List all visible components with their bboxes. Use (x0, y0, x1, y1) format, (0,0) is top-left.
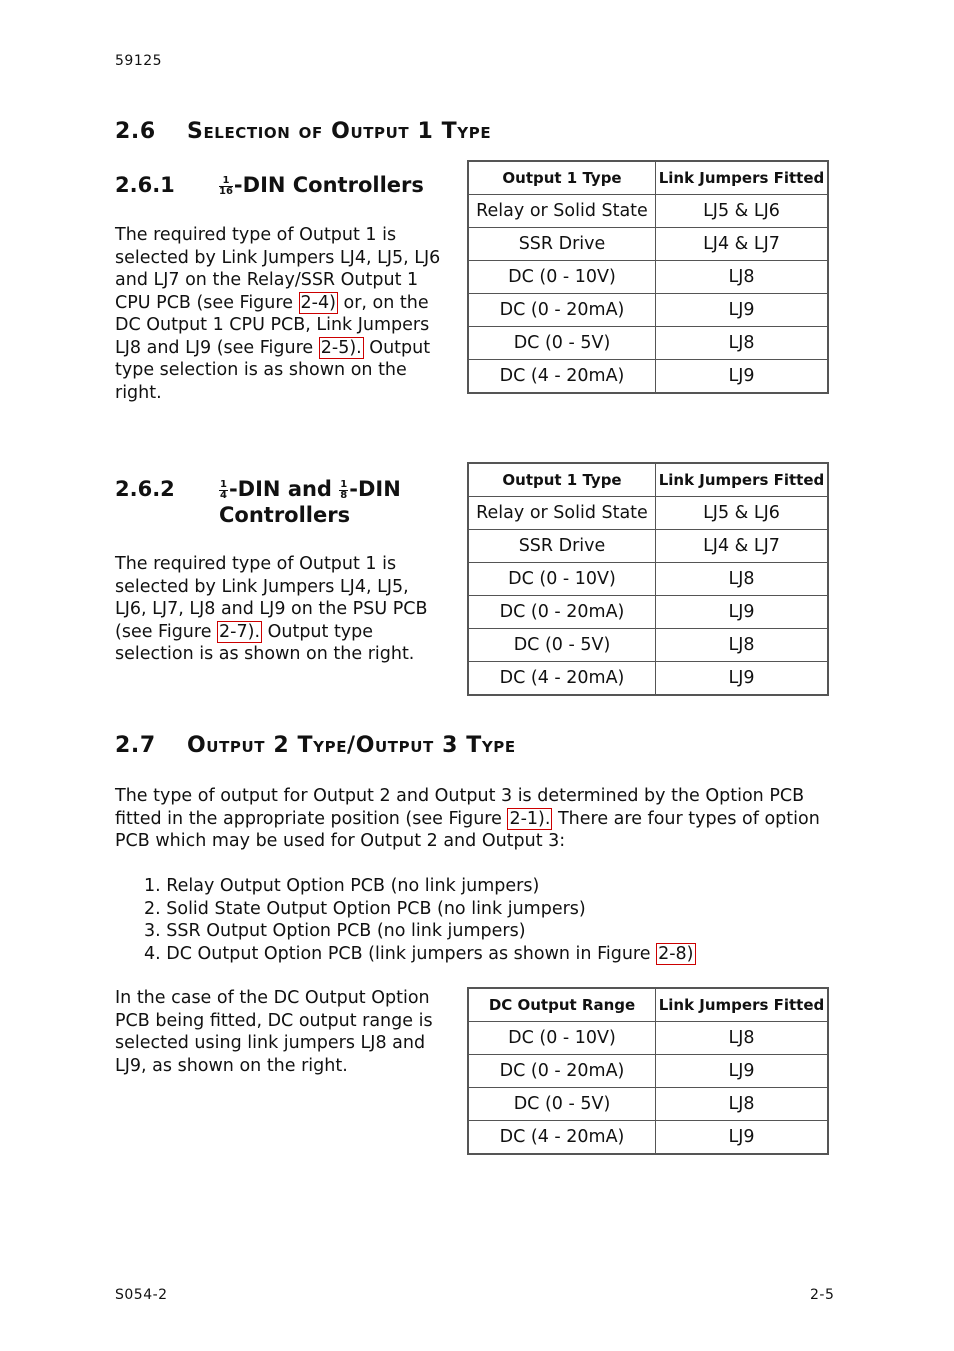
table-cell: DC (0 - 5V) (468, 629, 656, 662)
table-cell: LJ4 & LJ7 (656, 228, 829, 261)
table-cell: LJ5 & LJ6 (656, 195, 829, 228)
figure-link-2-4[interactable]: 2-4) (300, 292, 336, 313)
table-row (468, 294, 828, 327)
table-cell: DC (0 - 10V) (468, 261, 656, 294)
table-cell: LJ9 (656, 1055, 829, 1088)
table-row (468, 662, 828, 696)
column-header: Link Jumpers Fitted (656, 463, 829, 497)
section-title: Selection of Output 1 Type (187, 119, 492, 144)
output1-type-table-sixteenth-din (467, 160, 829, 394)
table-cell: LJ9 (656, 294, 829, 327)
table-cell: DC (0 - 10V) (468, 1022, 656, 1055)
output1-type-table-quarter-eighth-din (467, 462, 829, 696)
table-row (468, 327, 828, 360)
dc-output-range-table (467, 987, 829, 1155)
table-cell: LJ8 (656, 629, 829, 662)
section-number: 2.6 (115, 119, 156, 144)
section-2-6-2-paragraph: The required type of Output 1 is selected by Link Jumpers LJ4, LJ5, LJ6, LJ7, LJ8 and LJ9 on the PSU PCB (see Figure 2-7). Output type selection is as shown on the right. (115, 554, 428, 664)
table-row (468, 530, 828, 563)
document-number: 59125 (115, 53, 163, 69)
figure-link-2-8[interactable]: 2-8) (658, 943, 694, 964)
subsection-title-line2: Controllers (219, 503, 351, 527)
table-cell: DC (4 - 20mA) (468, 1121, 656, 1155)
table-cell: LJ8 (656, 1088, 829, 1121)
list-item: 2. Solid State Output Option PCB (no link jumpers) (144, 898, 586, 919)
table-cell: Relay or Solid State (468, 497, 656, 530)
fraction-one-sixteenth: $\frac{1}{16}$ (219, 174, 233, 197)
table-cell: DC (0 - 10V) (468, 563, 656, 596)
column-header: Output 1 Type (468, 463, 656, 497)
table-cell: SSR Drive (468, 228, 656, 261)
table-header-row (468, 988, 828, 1022)
table-cell: LJ4 & LJ7 (656, 530, 829, 563)
dc-output-paragraph: In the case of the DC Output Option PCB being fitted, DC output range is selected using link jumpers LJ8 and LJ9, as shown on the right. (115, 988, 433, 1076)
fraction-one-eighth: $\frac{1}{8}$ (340, 478, 348, 501)
table-cell: DC (4 - 20mA) (468, 360, 656, 394)
table-cell: DC (4 - 20mA) (468, 662, 656, 696)
subsection-number: 2.6.2 (115, 477, 175, 501)
option-pcb-list (144, 875, 696, 965)
table-cell: SSR Drive (468, 530, 656, 563)
subsection-number: 2.6.1 (115, 173, 175, 197)
table-header-row (468, 161, 828, 195)
table-row (468, 1055, 828, 1088)
page-number: 2-5 (810, 1287, 835, 1303)
subsection-title-part: -DIN (349, 477, 401, 501)
table-row (468, 261, 828, 294)
fraction-one-quarter: $\frac{1}{4}$ (220, 478, 227, 501)
table-cell: LJ8 (656, 563, 829, 596)
table-cell: LJ8 (656, 327, 829, 360)
table-cell: DC (0 - 20mA) (468, 294, 656, 327)
table-cell: LJ8 (656, 261, 829, 294)
footer-doc-code: S054-2 (115, 1287, 168, 1303)
section-2-7-paragraph: The type of output for Output 2 and Output 3 is determined by the Option PCB fitted in the appropriate position (see Figure 2-1). There are four types of option PCB which may be used for Output 2 and Output 3: (115, 786, 820, 851)
section-2-6-2-heading (115, 476, 401, 528)
table-cell: DC (0 - 20mA) (468, 596, 656, 629)
section-2-6-heading (115, 119, 491, 144)
figure-link-2-5[interactable]: 2-5). (320, 337, 362, 358)
table-row (468, 1088, 828, 1121)
table-cell: LJ8 (656, 1022, 829, 1055)
section-2-6-1-paragraph: The required type of Output 1 is selected by Link Jumpers LJ4, LJ5, LJ6 and LJ7 on the Relay/SSR Output 1 CPU PCB (see Figure 2-4) or, on the DC Output 1 CPU PCB, Link Jumpers LJ8 and LJ9 (see Figure 2-5). Output type selection is as shown on the right. (115, 225, 441, 403)
figure-link-2-1[interactable]: 2-1). (509, 808, 551, 829)
table-cell: LJ9 (656, 662, 829, 696)
table-cell: LJ9 (656, 360, 829, 394)
list-item: 1. Relay Output Option PCB (no link jumpers) (144, 876, 540, 896)
column-header: DC Output Range (468, 988, 656, 1022)
table-cell: DC (0 - 20mA) (468, 1055, 656, 1088)
table-cell: LJ5 & LJ6 (656, 497, 829, 530)
table-row (468, 563, 828, 596)
table-cell: LJ9 (656, 596, 829, 629)
section-2-6-1-heading (115, 172, 424, 198)
table-cell: DC (0 - 5V) (468, 1088, 656, 1121)
column-header: Output 1 Type (468, 161, 656, 195)
table-row (468, 629, 828, 662)
table-row (468, 497, 828, 530)
table-cell: DC (0 - 5V) (468, 327, 656, 360)
table-row (468, 596, 828, 629)
figure-link-2-7[interactable]: 2-7). (219, 621, 261, 642)
table-cell: LJ9 (656, 1121, 829, 1155)
list-item: 4. DC Output Option PCB (link jumpers as shown in Figure 2-8) (144, 943, 694, 964)
table-row (468, 1121, 828, 1155)
column-header: Link Jumpers Fitted (656, 988, 829, 1022)
table-row (468, 228, 828, 261)
section-number: 2.7 (115, 733, 156, 758)
column-header: Link Jumpers Fitted (656, 161, 829, 195)
table-row (468, 1022, 828, 1055)
table-row (468, 360, 828, 394)
section-2-7-heading (115, 733, 516, 758)
section-title: Output 2 Type/Output 3 Type (187, 733, 516, 758)
table-row (468, 195, 828, 228)
table-cell: Relay or Solid State (468, 195, 656, 228)
table-header-row (468, 463, 828, 497)
list-item: 3. SSR Output Option PCB (no link jumpers) (144, 921, 526, 941)
subsection-title: -DIN Controllers (233, 173, 424, 197)
subsection-title-part: -DIN and (228, 477, 340, 501)
